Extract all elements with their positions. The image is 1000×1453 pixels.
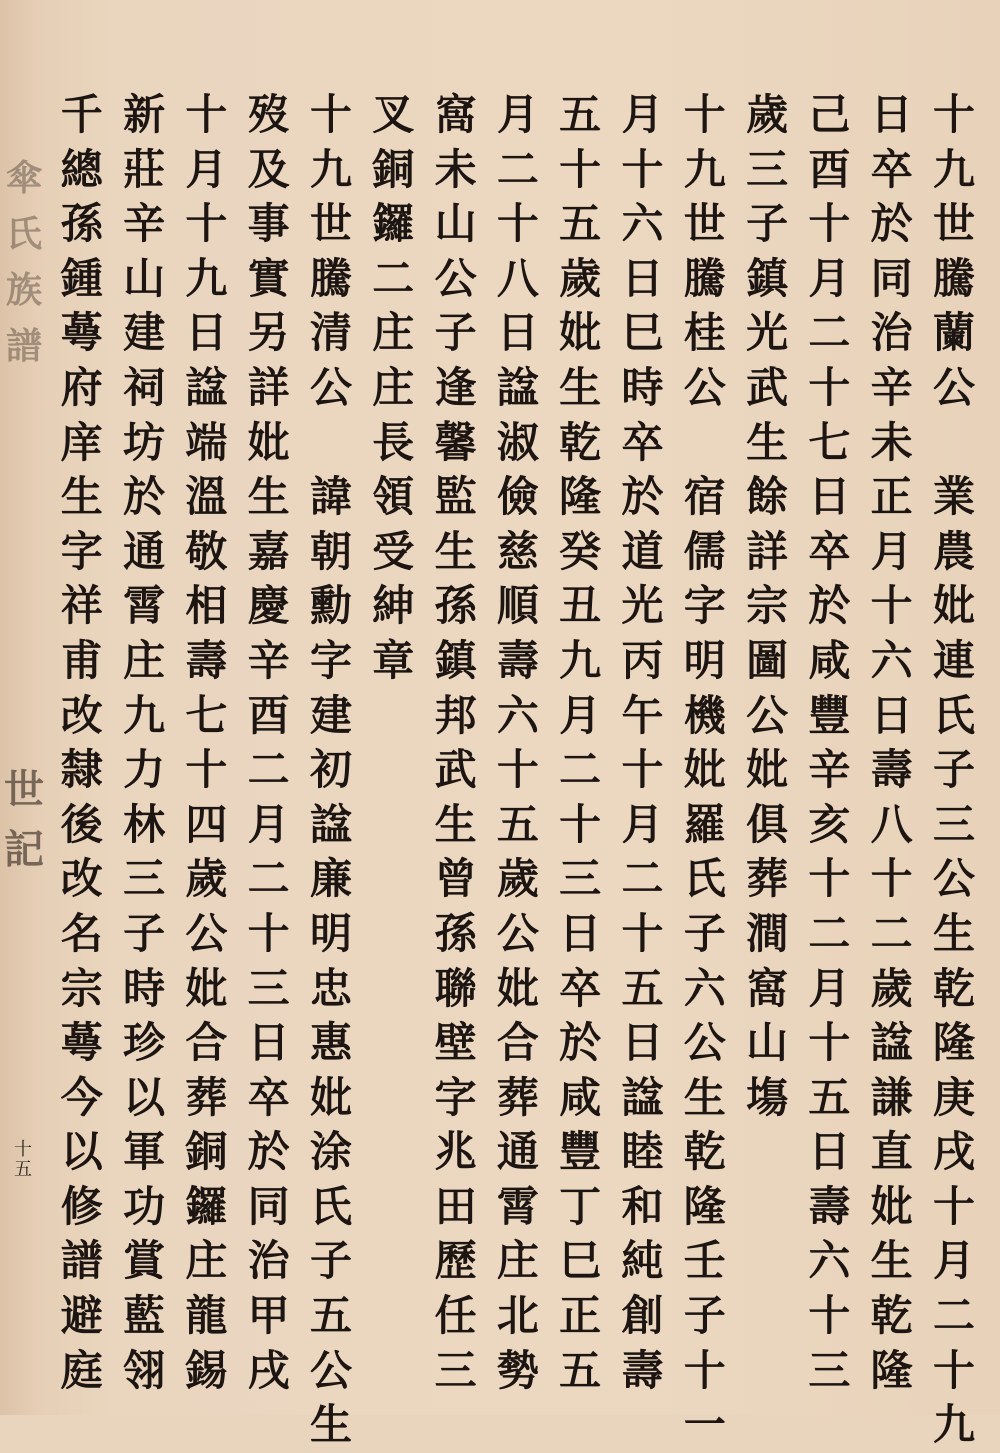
text-column: 十 九 世 騰 桂 公 宿 儒 字 明 機 妣 羅 氏 子 六 公 生 乾 隆 壬 子 十 一 (683, 90, 726, 1450)
text-column: 歲 三 子 鎮 光 武 生 餘 詳 宗 圖 公 妣 俱 葬 澗 窩 山 塲 (746, 90, 789, 1122)
text-column: 十 九 世 騰 清 公 諱 朝 勳 字 建 初 諡 廉 明 忠 惠 妣 涂 氏 子 五 公 生 (309, 90, 352, 1450)
text-column: 十 月 十 九 日 諡 端 溫 敬 相 壽 七 十 四 歲 公 妣 合 葬 銅 鑼 庄 龍 錫 (185, 90, 228, 1395)
text-column: 歿 及 事 實 另 詳 妣 生 嘉 慶 辛 酉 二 月 二 十 三 日 卒 於 同 治 甲 戌 (247, 90, 290, 1395)
text-column: 五 十 五 歲 妣 生 乾 隆 癸 丑 九 月 二 十 三 日 卒 於 咸 豐 丁 巳 正 五 (559, 90, 602, 1395)
margin-title: 傘 氏 族 譜 (5, 157, 42, 367)
text-column: 窩 未 山 公 子 逢 馨 監 生 孫 鎮 邦 武 生 曾 孫 聯 壁 字 兆 田 歷 任 三 (434, 90, 477, 1395)
text-column: 日 卒 於 同 治 辛 未 正 月 十 六 日 壽 八 十 二 歲 諡 謙 直 妣 生 乾 隆 (870, 90, 913, 1395)
text-column: 千 總 孫 鍾 蕚 府 庠 生 字 祥 甫 改 隸 後 改 名 宗 蕚 今 以 修 譜 避 庭 (60, 90, 103, 1395)
text-column: 十 九 世 騰 蘭 公 業 農 妣 連 氏 子 三 公 生 乾 隆 庚 戌 十 月 二 十 九 (932, 90, 975, 1450)
text-column: 己 酉 十 月 二 十 七 日 卒 於 咸 豐 辛 亥 十 二 月 十 五 日 壽 六 十 三 (808, 90, 851, 1395)
text-column: 叉 銅 鑼 二 庄 庄 長 領 受 紳 章 (372, 90, 415, 685)
text-column: 月 二 十 八 日 諡 淑 儉 慈 順 壽 六 十 五 歲 公 妣 合 葬 通 霄 庄 北 勢 (496, 90, 539, 1395)
text-column: 月 十 六 日 巳 時 卒 於 道 光 丙 午 十 月 二 十 五 日 諡 睦 和 純 創 壽 (621, 90, 664, 1395)
text-column: 新 莊 辛 山 建 祠 坊 於 通 霄 庄 九 力 林 三 子 時 珍 以 軍 功 賞 藍 翎 (123, 90, 166, 1395)
margin-section: 世 記 (4, 766, 44, 873)
page-number: 十 五 (14, 1139, 32, 1180)
